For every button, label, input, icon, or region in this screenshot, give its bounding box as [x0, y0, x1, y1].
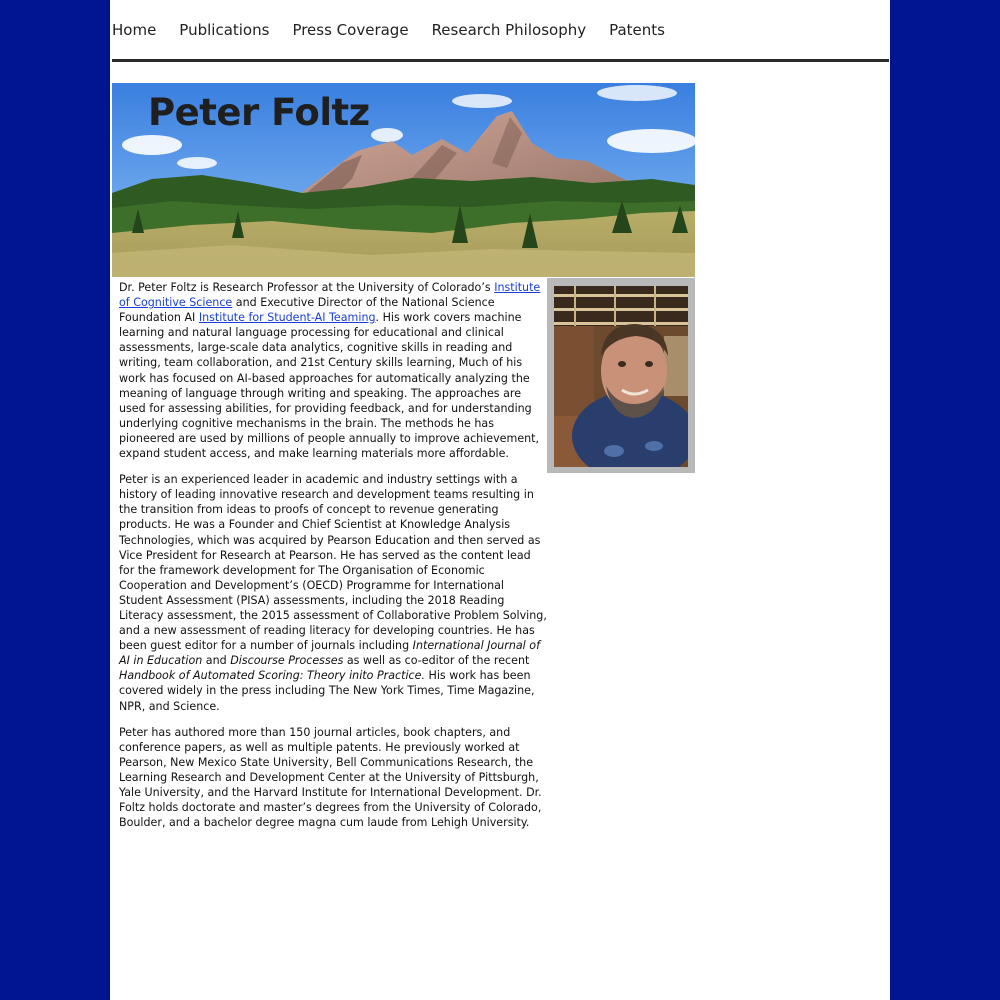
- page: [110, 0, 890, 1000]
- nav-home-link[interactable]: Home: [112, 21, 157, 39]
- page-title: Peter Foltz: [148, 91, 370, 134]
- bio-paragraph-2: Peter is an experienced leader in academic and industry settings with a history of leading innovative research and development teams resulting in the transition from ideas to proofs of concept to revenue generating products. He was a Founder and Chief Scientist at Knowledge Analysis Technologies, which was acquired by Pearson Education and then served as Vice President for Research at Pearson. He has served as the content lead for the framework development for The Organisation of Economic Cooperation and Development’s (OECD) Programme for International Student Assessment (PISA) assessments, including the 2018 Reading Literacy assessment, the 2015 assessment of Collaborative Problem Solving, and a new assessment of reading literacy for developing countries. He has been guest editor for a number of journals including International Journal of AI in Education and Discourse Processes as well as co-editor of the recent Handbook of Automated Scoring: Theory inito Practice. His work has been covered widely in the press including The New York Times, Time Magazine, NPR, and Science.: [119, 473, 547, 713]
- bio-paragraph-3: Peter has authored more than 150 journal articles, book chapters, and conference papers, as well as multiple patents. He previously worked at Pearson, New Mexico State University, Bell Communications Research, the Learning Research and Development Center at the University of Pittsburgh, Yale University, and the Harvard Institute for International Development. Dr. Foltz holds doctorate and master’s degrees from the University of Colorado, Boulder, and a bachelor degree magna cum laude from Lehigh University.: [119, 725, 542, 830]
- profile-photo-frame: [547, 278, 695, 473]
- nav-publications-link[interactable]: Publications: [179, 21, 270, 39]
- nav-press-coverage-link[interactable]: Press Coverage: [292, 21, 409, 39]
- nav-divider: [112, 59, 889, 62]
- nav-patents-link[interactable]: Patents: [609, 21, 665, 39]
- bio-content: [119, 280, 547, 841]
- header-banner: [112, 83, 695, 277]
- institute-cognitive-science-link[interactable]: Institute of Cognitive Science: [119, 281, 541, 310]
- institute-student-ai-teaming-link[interactable]: Institute for Student-AI Teaming: [198, 311, 376, 325]
- nav-research-philosophy-link[interactable]: Research Philosophy: [431, 21, 587, 39]
- bio-paragraph-1: Dr. Peter Foltz is Research Professor at the University of Colorado’s Institute of Cognitive Science and Executive Director of the National Science Foundation AI Institute for Student-AI Teaming. His work covers machine learning and natural language processing for educational and clinical assessments, large-scale data analytics, cognitive skills in reading and writing, team collaboration, and 21st Century skills learning, Much of his work has focused on AI-based approaches for automatically analyzing the meaning of language through writing and speaking. The approaches are used for assessing abilities, for providing feedback, and for understanding underlying cognitive mechanisms in the brain. The methods he has pioneered are used by millions of people annually to improve achievement, expand student access, and make learning materials more affordable.: [119, 281, 541, 461]
- top-nav: [112, 18, 688, 42]
- portrait-photo: [554, 286, 688, 467]
